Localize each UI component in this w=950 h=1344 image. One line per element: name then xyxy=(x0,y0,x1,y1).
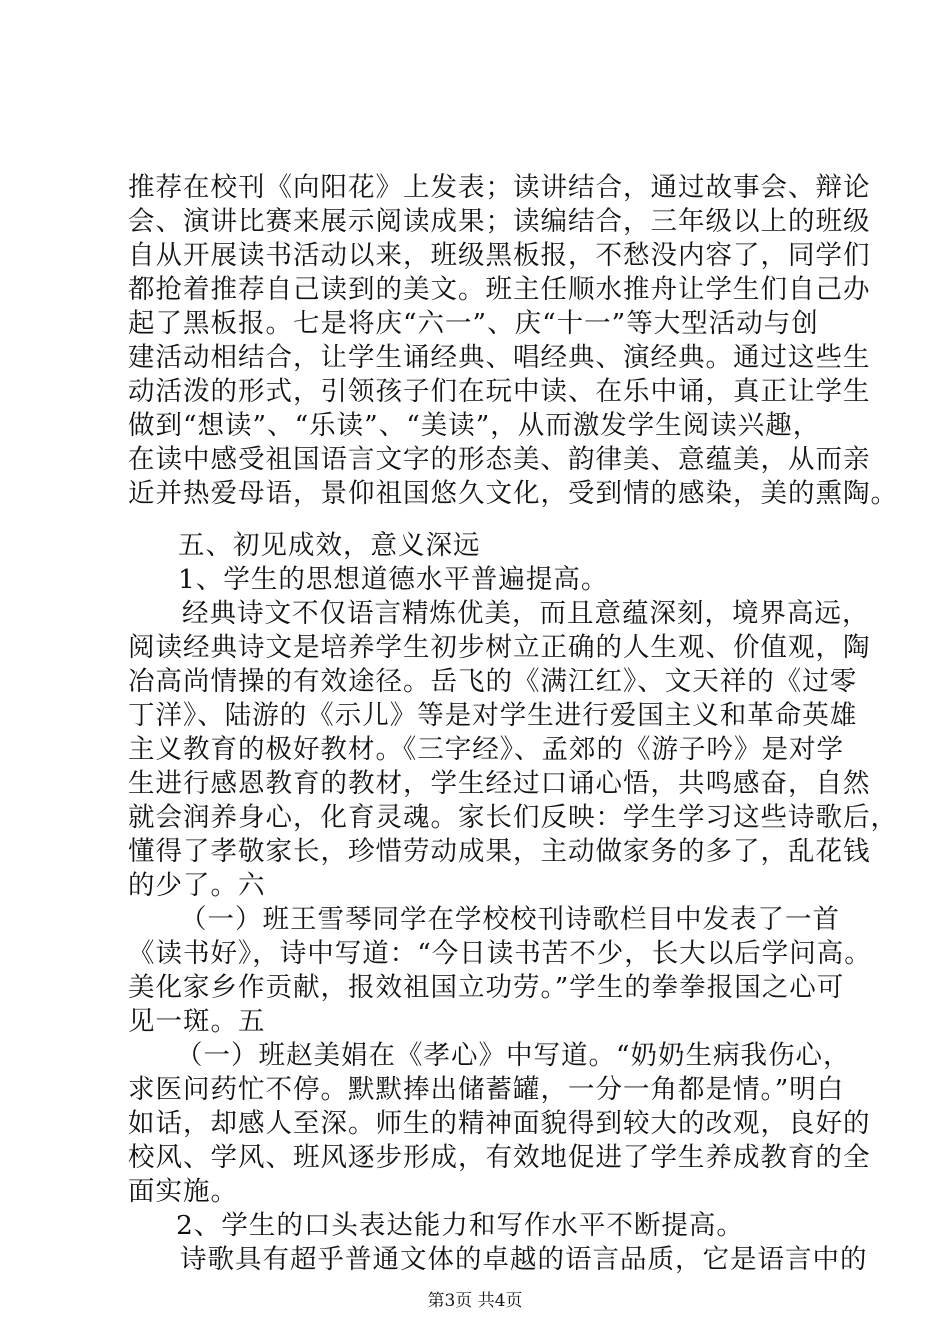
paragraph-4-line: 如话，却感人至深。师生的精神面貌得到较大的改观，良好的 xyxy=(128,1108,871,1139)
paragraph-1-line: 会、演讲比赛来展示阅读成果；读编结合，三年级以上的班级 xyxy=(128,206,871,237)
paragraph-1-line: 在读中感受祖国语言文字的形态美、韵律美、意蕴美，从而亲 xyxy=(128,444,871,475)
paragraph-1-line: 做到“想读”、“乐读”、“美读”，从而激发学生阅读兴趣， xyxy=(128,410,821,441)
paragraph-2-line: 的少了。六 xyxy=(128,870,266,901)
paragraph-1-line: 自从开展读书活动以来，班级黑板报，不愁没内容了，同学们 xyxy=(128,240,871,271)
subheading-1: 1、学生的思想道德水平普遍提高。 xyxy=(178,564,609,595)
paragraph-2-line: 生进行感恩教育的教材，学生经过口诵心悟，共鸣感奋，自然 xyxy=(128,768,871,799)
paragraph-2-line: 经典诗文不仅语言精炼优美，而且意蕴深刻，境界高远， xyxy=(182,598,870,629)
paragraph-4-line: 面实施。 xyxy=(128,1176,238,1207)
paragraph-4-line: 求医问药忙不停。默默捧出储蓄罐，一分一角都是情。”明白 xyxy=(128,1074,845,1105)
paragraph-3-line: 美化家乡作贡献，报效祖国立功劳。”学生的拳拳报国之心可 xyxy=(128,972,845,1003)
paragraph-2-line: 冶高尚情操的有效途径。岳飞的《满江红》、文天祥的《过零 xyxy=(128,666,858,697)
paragraph-4-line: （一）班赵美娟在《孝心》中写道。“奶奶生病我伤心， xyxy=(176,1040,851,1071)
paragraph-1-line: 动活泼的形式，引领孩子们在玩中读、在乐中诵，真正让学生 xyxy=(128,376,871,407)
paragraph-3-line: 《读书好》，诗中写道：“今日读书苦不少，长大以后学问高。 xyxy=(128,938,872,969)
section-heading: 五、初见成效，意义深远 xyxy=(178,530,481,561)
paragraph-1-line: 建活动相结合，让学生诵经典、唱经典、演经典。通过这些生 xyxy=(128,342,871,373)
paragraph-2-line: 阅读经典诗文是培养学生初步树立正确的人生观、价值观，陶 xyxy=(128,632,871,663)
paragraph-1-line: 都抢着推荐自己读到的美文。班主任顺水推舟让学生们自己办 xyxy=(128,274,871,305)
paragraph-1-line: 推荐在校刊《向阳花》上发表；读讲结合，通过故事会、辩论 xyxy=(128,172,871,203)
paragraph-4-line: 校风、学风、班风逐步形成，有效地促进了学生养成教育的全 xyxy=(128,1142,871,1173)
paragraph-1-line: 起了黑板报。七是将庆“六一”、庆“十一”等大型活动与创 xyxy=(128,308,819,339)
paragraph-2-line: 懂得了孝敬家长，珍惜劳动成果，主动做家务的多了，乱花钱 xyxy=(128,836,871,867)
subheading-2: 2、学生的口头表达能力和写作水平不断提高。 xyxy=(176,1210,744,1241)
paragraph-3-line: 见一斑。五 xyxy=(128,1006,266,1037)
paragraph-2-line: 丁洋》、陆游的《示儿》等是对学生进行爱国主义和革命英雄 xyxy=(128,700,858,731)
paragraph-5-line: 诗歌具有超乎普通文体的卓越的语言品质，它是语言中的 xyxy=(180,1244,868,1275)
paragraph-2-line: 主义教育的极好教材。《三字经》、孟郊的《游子吟》是对学 xyxy=(128,734,844,765)
paragraph-2-line: 就会润养身心，化育灵魂。家长们反映：学生学习这些诗歌后， xyxy=(128,802,898,833)
page-footer: 第3页 共4页 xyxy=(427,1291,523,1311)
paragraph-1-line: 近并热爱母语，景仰祖国悠久文化，受到情的感染，美的熏陶。 xyxy=(128,478,898,509)
paragraph-3-line: （一）班王雪琴同学在学校校刊诗歌栏目中发表了一首 xyxy=(180,904,840,935)
